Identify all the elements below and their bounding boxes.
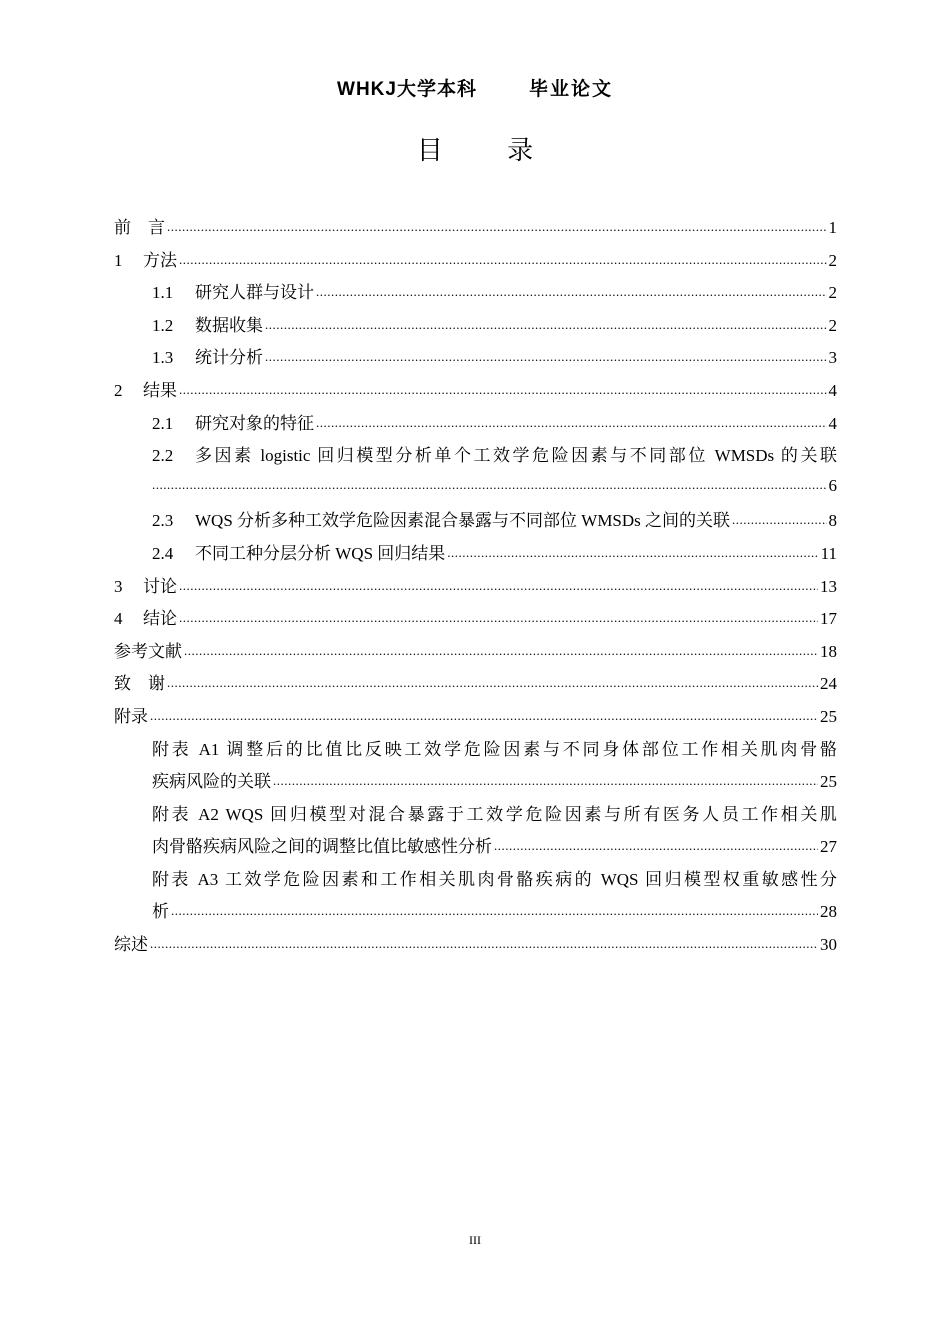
toc-entry-page: 8 — [828, 511, 837, 531]
toc-entry-page: 25 — [820, 772, 837, 792]
toc-entry-page: 4 — [828, 380, 837, 400]
toc-leader-dots — [167, 672, 818, 689]
toc-leader-dots — [150, 933, 818, 950]
toc-entry-title: 附录 — [114, 706, 148, 726]
toc-entry-page: 2 — [828, 315, 837, 335]
toc-entry-title: 析 — [152, 902, 169, 922]
toc-leader-dots — [171, 900, 818, 917]
toc-entry-title: 不同工种分层分析 WQS 回归结果 — [195, 543, 446, 563]
toc-entry-title: 结果 — [143, 380, 177, 400]
toc-entry-title: 肉骨骼疾病风险之间的调整比值比敏感性分析 — [152, 837, 492, 857]
toc-leader-dots — [273, 770, 818, 787]
toc-entry-appendix-a2-continued[interactable] — [114, 832, 837, 865]
toc-entry-number: 4 — [114, 609, 123, 629]
toc-entry-page: 2 — [828, 250, 837, 270]
toc-leader-dots — [494, 835, 818, 852]
toc-entry-title: 附表 A1 调整后的比值比反映工效学危险因素与不同身体部位工作相关肌肉骨骼 — [152, 739, 837, 759]
toc-entry-number: 1.2 — [152, 315, 174, 335]
toc-entry-page: 25 — [820, 706, 837, 726]
toc-entry-title: 参考文献 — [114, 641, 182, 661]
toc-entry-appendix-a2[interactable] — [114, 800, 837, 833]
toc-entry-number: 1.1 — [152, 283, 174, 303]
toc-entry-1-2[interactable] — [114, 311, 837, 344]
toc-leader-dots — [179, 575, 818, 592]
toc-entry-title: 综述 — [114, 935, 148, 955]
header-university: WHKJ大学本科 — [337, 79, 477, 100]
toc-entry-appendix-a3-continued[interactable] — [114, 897, 837, 930]
toc-entry-title: 前 言 — [114, 218, 165, 237]
toc-entry-title: 研究人群与设计 — [195, 283, 314, 303]
toc-title: 目 录 — [416, 136, 562, 166]
toc-entry-results[interactable] — [114, 376, 837, 409]
toc-entry-appendix-a1-continued[interactable] — [114, 767, 837, 800]
toc-entry-number: 2.1 — [152, 413, 174, 433]
toc-leader-dots — [167, 216, 827, 233]
toc-leader-dots — [179, 379, 827, 396]
toc-entry-appendix-a1[interactable] — [114, 735, 837, 768]
toc-entry-2-1[interactable] — [114, 409, 837, 442]
toc-entry-page: 4 — [828, 413, 837, 433]
toc-entry-review[interactable] — [114, 930, 837, 963]
toc-entry-number: 2.4 — [152, 543, 174, 563]
toc-entry-page: 27 — [820, 837, 837, 857]
toc-entry-title: 研究对象的特征 — [195, 413, 314, 433]
toc-entry-title: 多因素 logistic 回归模型分析单个工效学危险因素与不同部位 WMSDs 的关联 — [195, 446, 837, 466]
toc-entry-page: 2 — [828, 283, 837, 303]
toc-entry-page: 13 — [820, 576, 837, 596]
page-number: III — [469, 1233, 481, 1247]
toc-entry-number: 2.2 — [152, 446, 174, 466]
toc-entry-page: 1 — [828, 218, 837, 237]
toc-entry-page: 6 — [828, 475, 837, 495]
toc-entry-number: 2.3 — [152, 511, 174, 531]
toc-entry-2-2-continued[interactable] — [114, 474, 837, 507]
toc-entry-page: 24 — [820, 674, 837, 694]
toc-leader-dots — [316, 281, 827, 298]
toc-leader-dots — [732, 509, 826, 526]
toc-leader-dots — [265, 314, 827, 331]
toc-leader-dots — [316, 412, 827, 429]
toc-entry-1-3[interactable] — [114, 343, 837, 376]
toc-entry-appendix[interactable] — [114, 702, 837, 735]
toc-entry-title: 附表 A3 工效学危险因素和工作相关肌肉骨骼疾病的 WQS 回归模型权重敏感性分 — [152, 869, 837, 889]
toc-leader-dots — [184, 640, 818, 657]
toc-entry-number: 1.3 — [152, 348, 174, 368]
toc-entry-1-1[interactable] — [114, 278, 837, 311]
toc-entry-title: 附表 A2 WQS 回归模型对混合暴露于工效学危险因素与所有医务人员工作相关肌 — [152, 804, 837, 824]
toc-entry-2-4[interactable] — [114, 539, 837, 572]
toc-entry-title: 疾病风险的关联 — [152, 772, 271, 792]
toc-entry-number: 1 — [114, 250, 123, 270]
toc-entry-2-2[interactable] — [114, 441, 837, 474]
toc-entry-acknowledgements[interactable] — [114, 669, 837, 702]
toc-entry-page: 28 — [820, 902, 837, 922]
page-header — [0, 74, 950, 100]
toc-entry-page: 17 — [820, 609, 837, 629]
toc-entry-2-3[interactable] — [114, 506, 837, 539]
toc-leader-dots — [447, 542, 818, 559]
toc-entry-title: 讨论 — [143, 576, 177, 596]
toc-leader-dots — [179, 249, 827, 266]
toc-entry-title: 致 谢 — [114, 674, 165, 694]
toc-entry-discussion[interactable] — [114, 572, 837, 605]
toc-entry-conclusion[interactable] — [114, 604, 837, 637]
toc-entry-title: 结论 — [143, 609, 177, 629]
toc-entry-references[interactable] — [114, 637, 837, 670]
toc-entry-preface[interactable] — [114, 213, 837, 246]
toc-entry-page: 30 — [820, 935, 837, 955]
toc-entry-title: 统计分析 — [195, 348, 263, 368]
toc-entry-number: 2 — [114, 380, 123, 400]
toc-entry-title: 数据收集 — [195, 315, 263, 335]
toc-entry-number: 3 — [114, 576, 123, 596]
table-of-contents — [114, 213, 837, 963]
toc-entry-methods[interactable] — [114, 246, 837, 279]
toc-entry-page: 3 — [828, 348, 837, 368]
toc-leader-dots — [152, 474, 827, 491]
toc-entry-page: 11 — [820, 543, 837, 563]
toc-entry-title: 方法 — [143, 250, 177, 270]
header-thesis-label: 毕业论文 — [528, 79, 613, 100]
toc-leader-dots — [150, 705, 818, 722]
toc-entry-page: 18 — [820, 641, 837, 661]
toc-leader-dots — [265, 346, 827, 363]
toc-entry-title: WQS 分析多种工效学危险因素混合暴露与不同部位 WMSDs 之间的关联 — [195, 511, 731, 531]
toc-leader-dots — [179, 607, 818, 624]
toc-entry-appendix-a3[interactable] — [114, 865, 837, 898]
